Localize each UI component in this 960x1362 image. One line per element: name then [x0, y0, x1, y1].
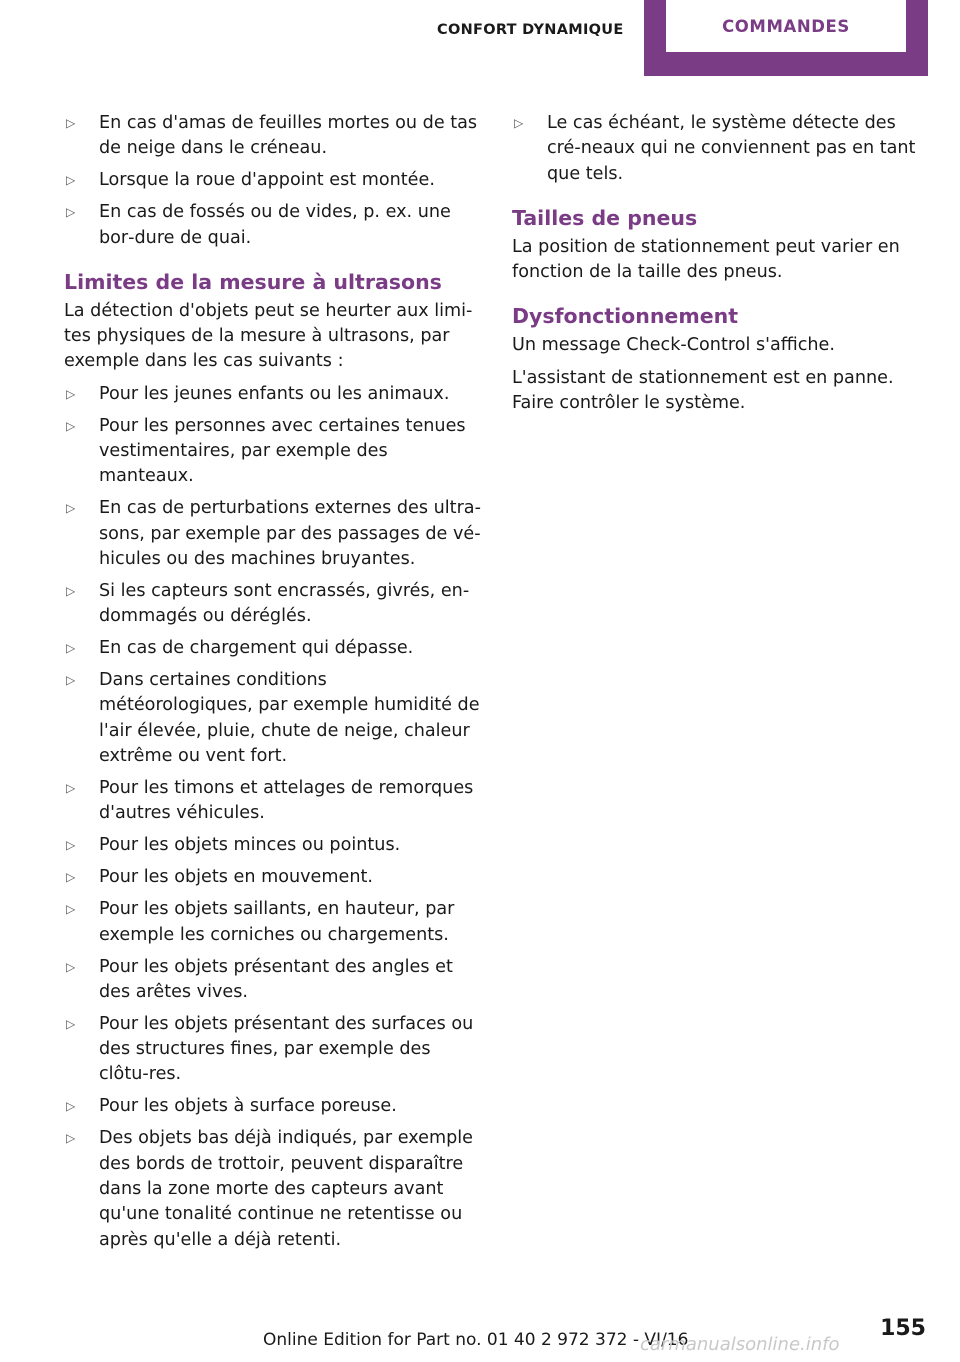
bullet-marker-icon: ▷	[66, 386, 76, 401]
list-item: ▷ Pour les timons et attelages de remorques d'autres véhicules.	[66, 778, 474, 824]
list-item: ▷ Pour les jeunes enfants ou les animaux.	[64, 382, 484, 407]
list-item: ▷ Dans certaines conditions météorologiques, par exemple humidité de l'air élevée, pluie, chute de neige, chaleur extrême ou vent fort.	[66, 670, 480, 767]
limits-bullet-list	[64, 382, 484, 1253]
bullet-marker-icon: ▷	[66, 583, 76, 598]
bullet-marker-icon: ▷	[66, 1016, 76, 1031]
tyre-sizes-text: La position de stationnement peut varier en fonction de la taille des pneus.	[512, 236, 900, 283]
bullet-marker-icon: ▷	[66, 673, 76, 688]
list-item: ▷ Le cas échéant, le système détecte des cré‐neaux qui ne conviennent pas en tant que tels.	[514, 113, 916, 184]
bullet-marker-icon: ▷	[66, 1131, 76, 1146]
list-item: ▷ Des objets bas déjà indiqués, par exemple des bords de trottoir, peuvent disparaître dans la zone morte des capteurs avant qu'une tonalité continue ne retentisse ou après qu'elle a déjà retenti.	[66, 1128, 473, 1250]
right-column	[512, 111, 932, 423]
malfunction-text-1: Un message Check-Control s'affiche.	[512, 335, 835, 356]
bullet-marker-icon: ▷	[66, 781, 76, 796]
list-item: ▷ Pour les objets en mouvement.	[64, 865, 484, 890]
watermark: carmanualsonline.info	[640, 1334, 840, 1355]
list-item: ▷ En cas de fossés ou de vides, p. ex. une bor‐dure de quai.	[66, 202, 451, 248]
malfunction-heading: Dysfonctionnement	[512, 304, 738, 329]
bullet-marker-icon: ▷	[66, 641, 76, 656]
list-item: ▷ En cas d'amas de feuilles mortes ou de tas de neige dans le créneau.	[66, 113, 478, 159]
bullet-marker-icon: ▷	[66, 116, 76, 130]
page-number: 155	[880, 1316, 926, 1341]
header-section-title: CONFORT DYNAMIQUE	[437, 22, 624, 38]
header-chapter-title: COMMANDES	[666, 0, 906, 52]
list-item: ▷ Si les capteurs sont encrassés, givrés, en‐dommagés ou déréglés.	[66, 580, 470, 627]
bullet-marker-icon: ▷	[66, 838, 76, 853]
header-chapter-tab	[644, 0, 928, 76]
bullet-marker-icon: ▷	[66, 418, 76, 433]
footer-edition: Online Edition for Part no. 01 40 2 972 372 - VI/16	[263, 1330, 689, 1350]
list-item: ▷ En cas de perturbations externes des ultra‐sons, par exemple par des passages de vé‐hicules ou des machines bruyantes.	[66, 498, 481, 569]
ultrasound-limits-heading: Limites de la mesure à ultrasons	[64, 269, 442, 294]
bullet-marker-icon: ▷	[66, 959, 76, 974]
bullet-marker-icon: ▷	[66, 870, 76, 885]
list-item: ▷ Pour les objets saillants, en hauteur, par exemple les corniches ou chargements.	[66, 899, 455, 945]
bullet-marker-icon: ▷	[66, 501, 76, 516]
list-item: ▷ En cas de chargement qui dépasse.	[64, 636, 484, 661]
list-item: ▷ Pour les personnes avec certaines tenues vestimentaires, par exemple des manteaux.	[66, 415, 466, 487]
bullet-marker-icon: ▷	[514, 116, 524, 130]
list-item: ▷ Lorsque la roue d'appoint est montée.	[64, 168, 484, 193]
bullet-marker-icon: ▷	[66, 173, 76, 188]
ultrasound-limits-intro: La détection d'objets peut se heurter aux limi‐tes physiques de la mesure à ultrasons, par exemple dans les cas suivants :	[64, 300, 473, 372]
list-item: ▷ Pour les objets à surface poreuse.	[64, 1094, 484, 1119]
bullet-marker-icon: ▷	[66, 902, 76, 917]
top-bullet-list	[64, 111, 484, 251]
malfunction-text-2: L'assistant de stationnement est en panne. Faire contrôler le système.	[512, 367, 894, 414]
bullet-marker-icon: ▷	[66, 1099, 76, 1114]
list-item: ▷ Pour les objets présentant des angles et des arêtes vives.	[66, 956, 453, 1002]
list-item: ▷ Pour les objets présentant des surfaces ou des structures fines, par exemple des clôtu‐res.	[66, 1013, 474, 1085]
bullet-marker-icon: ▷	[66, 205, 76, 220]
right-bullet-list	[512, 111, 932, 187]
tyre-sizes-heading: Tailles de pneus	[512, 205, 698, 230]
left-column	[64, 111, 484, 1260]
list-item: ▷ Pour les objets minces ou pointus.	[64, 833, 484, 858]
